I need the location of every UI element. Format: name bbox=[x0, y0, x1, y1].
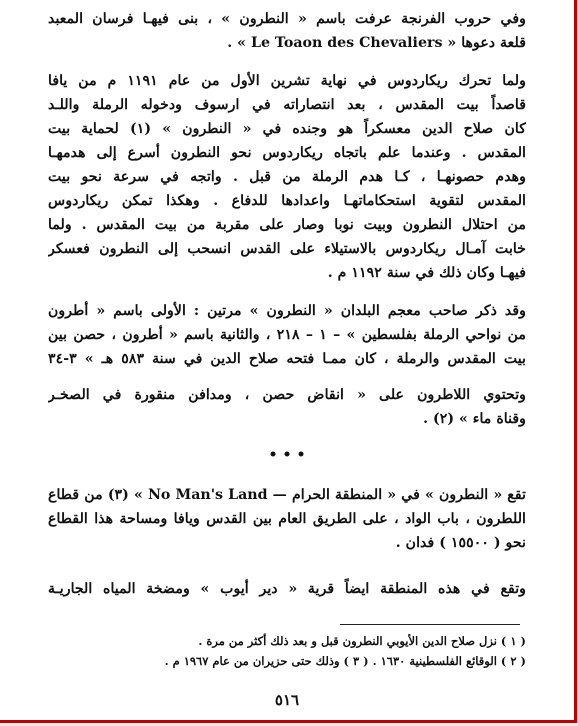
text-line: اللطرون ، باب الواد ، على الطريق العام بين القدس ويافا ومساحة هذا القطاع bbox=[48, 511, 526, 527]
text-line: وقناة ماء » (٢) . bbox=[423, 411, 526, 427]
text-line: المقدس لتقوية استحكاماتهـا واعدادها للدفاع . وهكذا تمكن ريكاردوس bbox=[48, 193, 526, 209]
page-number: ٥١٦ bbox=[274, 691, 300, 709]
text-line: قلعة دعوها « Le Toaon des Chevaliers » . bbox=[227, 35, 526, 51]
text-line: وهدم حصونهـا ، كـا هدم الرملة من قبل . واتجه في سرعة نحو بيت bbox=[48, 169, 526, 185]
text-line: كان صلاح الدين معسكراً هو وجنده في « النطرون » (١) لحماية بيت bbox=[48, 121, 526, 137]
text-line: تقع « النطرون » في « المنطقة الحرام — No Man's Land » (٣) من قطاع bbox=[48, 487, 526, 503]
footnote: ( ١ ) نزل صلاح الدين الأيوبي النطرون قبل و بعد ذلك أكثر من مرة . bbox=[198, 634, 526, 648]
text-line: قاصداً بيت المقدس ، بعد انتصاراته في ارسوف ودخوله الرملة واللـد bbox=[48, 97, 526, 113]
text-line: خابت آمـال ريكاردوس بالاستيلاء على القدس انسحب إلى النطرون فعسكر bbox=[48, 241, 526, 257]
text-line: وتقع في هذه المنطقة ايضاً قرية « دير أيوب » ومضخة المياه الجاريـة bbox=[48, 581, 526, 597]
text-line: ولما تحرك ريكاردوس في نهاية تشرين الأول من عام ١١٩١ م من يافا bbox=[48, 73, 526, 89]
text-line: بيت المقدس والرملة ، كان ممـا فتحه صلاح الدين في سنة ٥٨٣ هـ » ٣-٣٤ bbox=[48, 351, 526, 367]
text-line: وفي حروب الفرنجة عرفت باسم « النطرون » ، بنى فيهـا فرسان المعبد bbox=[48, 11, 526, 27]
text-line: وتحتوي اللاطرون على « انقاض حصن ، ومدافن منقورة في الصخـر bbox=[48, 387, 526, 403]
section-separator: • • • bbox=[268, 447, 306, 463]
text-line: المقدس . وعندما علم باتجاه ريكاردوس نحو النطرون أسرع إلى هدمهـا bbox=[48, 145, 526, 161]
text-line: من نواحي الرملة بفلسطين » – ١ – ٢١٨ ، والثانية باسم « أطرون ، حصن بين bbox=[48, 327, 526, 343]
footnote-divider bbox=[340, 624, 520, 625]
text-line: فيهـا وكان ذلك في سنة ١١٩٢ م . bbox=[327, 265, 526, 281]
text-line: نحو ( ١٥٥٠٠ ) فدان . bbox=[395, 535, 526, 551]
footnote: ( ٢ ) الوقائع الفلسطينية ١٦٣٠ . ( ٣ ) وذلك حتى حزيران من عام ١٩٦٧ م . bbox=[164, 654, 526, 668]
text-line: من احتلال النطرون وبيت نوبا وصار على مقربة من بيت المقدس . ولما bbox=[48, 217, 526, 233]
text-line: وقد ذكر صاحب معجم البلدان « النطرون » مرتين : الأولى باسم « أطرون bbox=[48, 303, 526, 319]
